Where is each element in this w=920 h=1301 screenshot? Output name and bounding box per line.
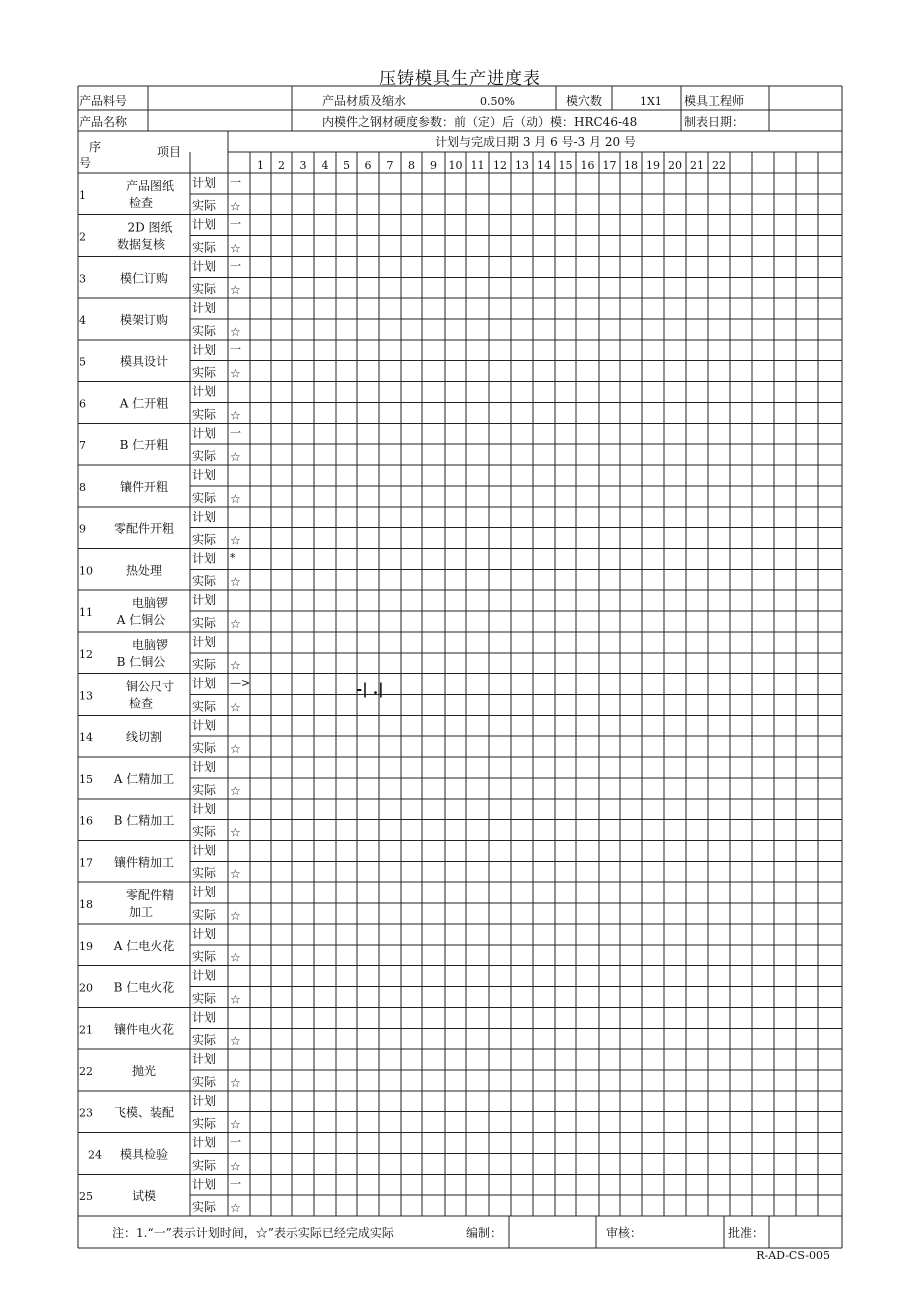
actual-mark: ☆	[230, 825, 241, 840]
actual-mark: ☆	[230, 658, 241, 673]
actual-label: 实际	[192, 1116, 217, 1131]
row-number: 5	[79, 355, 86, 369]
plan-label: 计划	[192, 1093, 217, 1108]
date-label: 制表日期：	[684, 115, 745, 129]
actual-mark: ☆	[230, 783, 241, 798]
row-number: 24	[88, 1148, 102, 1162]
row-number: 15	[79, 772, 93, 786]
actual-mark: ☆	[230, 1075, 241, 1090]
row-item-name: 产品图纸	[125, 178, 175, 193]
actual-label: 实际	[192, 657, 217, 672]
plan-label: 计划	[192, 760, 217, 775]
actual-label: 实际	[192, 615, 217, 630]
actual-label: 实际	[192, 782, 217, 797]
approver-label: 批准：	[728, 1226, 765, 1240]
day-number: 21	[690, 159, 704, 172]
product-name-label: 产品名称	[79, 115, 128, 129]
actual-label: 实际	[192, 699, 217, 714]
plan-label: 计划	[192, 1135, 217, 1150]
table-row	[79, 300, 241, 339]
row-number: 1	[79, 188, 86, 202]
row-item-name: A 仁精加工	[113, 771, 175, 786]
actual-label: 实际	[192, 198, 217, 213]
day-number: 8	[408, 159, 415, 172]
actual-mark: ☆	[230, 324, 241, 339]
no-label-top: 序	[89, 140, 102, 154]
row-item-name: 飞模、装配	[113, 1105, 175, 1120]
plan-label: 计划	[192, 509, 217, 524]
plan-label: 计划	[192, 259, 217, 274]
actual-label: 实际	[192, 866, 217, 881]
plan-label: 计划	[192, 718, 217, 733]
row-number: 13	[79, 689, 93, 703]
row-number: 4	[79, 314, 86, 328]
plan-label: 计划	[192, 926, 217, 941]
plan-mark: 一	[230, 1177, 241, 1191]
row-number: 11	[79, 606, 93, 620]
product-no-label: 产品料号	[79, 94, 128, 108]
plan-label: 计划	[192, 1052, 217, 1067]
actual-mark: ☆	[230, 616, 241, 631]
row-number: 9	[79, 522, 86, 536]
plan-label: 计划	[192, 676, 217, 691]
row-number: 18	[79, 898, 93, 912]
actual-label: 实际	[192, 532, 217, 547]
actual-mark: ☆	[230, 241, 241, 256]
plan-mark: —>	[230, 676, 251, 690]
row-item-name: A 仁开粗	[119, 396, 169, 411]
row-item-name: 加工	[128, 905, 154, 920]
footer-note: 注：1.“一”表示计划时间，☆”表示实际已经完成实际	[112, 1226, 394, 1240]
actual-mark: ☆	[230, 867, 241, 882]
plan-mark: 一	[230, 176, 241, 189]
row-number: 2	[79, 230, 86, 244]
item-label: 项目	[157, 145, 182, 159]
row-number: 3	[79, 272, 86, 286]
day-number: 10	[448, 159, 463, 172]
actual-mark: ☆	[230, 742, 241, 757]
row-item-name: 铜公尺寸	[125, 679, 175, 694]
row-item-name: B 仁铜公	[116, 654, 166, 669]
actual-mark: ☆	[230, 950, 241, 965]
plan-mark: 一	[230, 342, 241, 356]
day-number: 15	[558, 159, 573, 172]
day-number: 7	[386, 159, 394, 172]
table-row	[79, 801, 241, 840]
actual-mark: ☆	[230, 199, 241, 214]
row-number: 8	[79, 480, 86, 494]
actual-mark: ☆	[230, 1117, 241, 1132]
cavity-label: 模穴数	[566, 94, 603, 108]
actual-mark: ☆	[230, 700, 241, 715]
row-item-name: 电脑锣	[131, 637, 169, 652]
row-item-name: 数据复核	[116, 237, 166, 252]
day-number: 18	[624, 159, 638, 172]
actual-label: 实际	[192, 490, 217, 505]
plan-label: 计划	[192, 885, 217, 900]
row-number: 23	[79, 1106, 93, 1120]
row-number: 10	[79, 564, 93, 578]
plan-label: 计划	[192, 968, 217, 983]
plan-label: 计划	[192, 551, 217, 566]
plan-label: 计划	[192, 301, 217, 316]
row-item-name: 零配件精	[125, 888, 175, 903]
row-item-name: 2D 图纸	[127, 220, 173, 235]
actual-mark: ☆	[230, 575, 241, 590]
row-item-name: 模仁订购	[119, 271, 169, 286]
day-number: 17	[602, 159, 617, 172]
actual-mark: ☆	[230, 283, 241, 298]
actual-mark: ☆	[230, 992, 241, 1007]
row-number: 14	[79, 731, 93, 745]
actual-label: 实际	[192, 1200, 217, 1214]
plan-label: 计划	[192, 468, 217, 483]
day-number: 11	[470, 159, 485, 172]
plan-label: 计划	[192, 384, 217, 399]
actual-mark: ☆	[230, 533, 241, 548]
row-item-name: 线切割	[125, 730, 163, 745]
actual-label: 实际	[192, 407, 217, 422]
row-number: 19	[79, 939, 93, 953]
actual-label: 实际	[192, 949, 217, 964]
plan-label: 计划	[192, 634, 217, 649]
plan-label: 计划	[192, 426, 217, 441]
row-item-name: 电脑锣	[131, 596, 169, 611]
row-item-name: 模架订购	[119, 313, 169, 328]
day-number: 20	[668, 159, 682, 172]
day-number: 14	[537, 159, 551, 172]
row-number: 17	[79, 856, 93, 870]
page-title: 压铸模具生产进度表	[379, 69, 541, 89]
actual-label: 实际	[192, 1158, 217, 1173]
row-number: 25	[79, 1190, 93, 1204]
plan-mark: 一	[230, 259, 241, 273]
row-item-name: 热处理	[125, 563, 163, 578]
actual-label: 实际	[192, 991, 217, 1006]
compiler-label: 编制：	[466, 1226, 503, 1240]
row-number: 21	[79, 1023, 93, 1037]
plan-label: 计划	[192, 1010, 217, 1025]
day-header	[257, 159, 726, 172]
cavity-value: 1X1	[640, 95, 662, 108]
day-number: 3	[299, 159, 307, 172]
day-number: 13	[515, 159, 529, 172]
actual-label: 实际	[192, 574, 217, 589]
material-label: 产品材质及缩水	[322, 94, 407, 108]
plan-label: 计划	[192, 801, 217, 816]
day-number: 16	[580, 159, 595, 172]
period-label: 计划与完成日期 3 月 6 号-3 月 20 号	[435, 135, 636, 149]
row-item-name: 检查	[128, 195, 154, 210]
row-item-name: B 仁电火花	[113, 980, 175, 995]
plan-mark: 一	[230, 217, 241, 231]
no-label-bottom: 号	[79, 156, 92, 170]
row13-annotation: -| .|	[356, 680, 384, 698]
plan-label: 计划	[192, 593, 217, 608]
actual-mark: ☆	[230, 450, 241, 465]
row-item-name: 试模	[131, 1189, 157, 1204]
day-number: 4	[321, 159, 329, 172]
row-number: 12	[79, 647, 93, 661]
actual-mark: ☆	[230, 366, 241, 381]
row-item-name: A 仁电火花	[113, 938, 175, 953]
actual-label: 实际	[192, 282, 217, 297]
plan-mark: 一	[230, 426, 241, 440]
form-code: R-AD-CS-005	[756, 1249, 830, 1262]
plan-mark: *	[230, 551, 236, 565]
row-number: 20	[79, 981, 93, 995]
actual-label: 实际	[192, 1074, 217, 1089]
actual-label: 实际	[192, 907, 217, 922]
plan-label: 计划	[192, 342, 217, 357]
plan-label: 计划	[192, 1177, 217, 1192]
day-number: 12	[493, 159, 507, 172]
row-item-name: 模具检验	[119, 1147, 169, 1162]
actual-mark: ☆	[230, 1159, 241, 1174]
row-item-name: 检查	[128, 696, 154, 711]
actual-mark: ☆	[230, 1201, 241, 1215]
actual-mark: ☆	[230, 491, 241, 506]
actual-mark: ☆	[230, 408, 241, 423]
row-item-name: 镶件精加工	[113, 855, 175, 870]
row-item-name: 零配件开粗	[113, 521, 175, 536]
actual-label: 实际	[192, 1033, 217, 1048]
row-item-name: 模具设计	[119, 354, 169, 369]
actual-label: 实际	[192, 240, 217, 255]
actual-label: 实际	[192, 824, 217, 839]
plan-mark: 一	[230, 1135, 241, 1149]
row-item-name: 抛光	[131, 1063, 157, 1078]
table-row	[79, 968, 241, 1007]
day-number: 6	[364, 159, 372, 172]
table-row	[79, 467, 241, 506]
row-item-name: 镶件开粗	[119, 479, 169, 494]
actual-label: 实际	[192, 741, 217, 756]
row-number: 22	[79, 1064, 93, 1078]
row-item-name: 镶件电火花	[113, 1022, 175, 1037]
day-number: 5	[343, 159, 350, 172]
plan-label: 计划	[192, 843, 217, 858]
reviewer-label: 审核：	[606, 1226, 643, 1240]
row-number: 7	[79, 439, 86, 453]
day-number: 19	[646, 159, 660, 172]
row-item-name: B 仁精加工	[113, 813, 175, 828]
actual-label: 实际	[192, 449, 217, 464]
plan-label: 计划	[192, 217, 217, 232]
day-number: 1	[257, 159, 264, 172]
engineer-label: 模具工程师	[684, 94, 745, 108]
actual-label: 实际	[192, 323, 217, 338]
row-number: 6	[79, 397, 86, 411]
hardness-label: 内模件之钢材硬度参数：前（定）后（动）模：HRC46-48	[322, 115, 638, 129]
material-value: 0.50%	[480, 95, 515, 108]
table-row	[79, 384, 241, 423]
day-number: 22	[712, 159, 726, 172]
actual-mark: ☆	[230, 908, 241, 923]
day-number: 9	[430, 159, 437, 172]
actual-label: 实际	[192, 365, 217, 380]
row-item-name: B 仁开粗	[119, 438, 169, 453]
row-item-name: A 仁铜公	[116, 613, 166, 628]
plan-label: 计划	[192, 176, 217, 190]
day-number: 2	[278, 159, 285, 172]
row-number: 16	[79, 814, 93, 828]
actual-mark: ☆	[230, 1034, 241, 1049]
